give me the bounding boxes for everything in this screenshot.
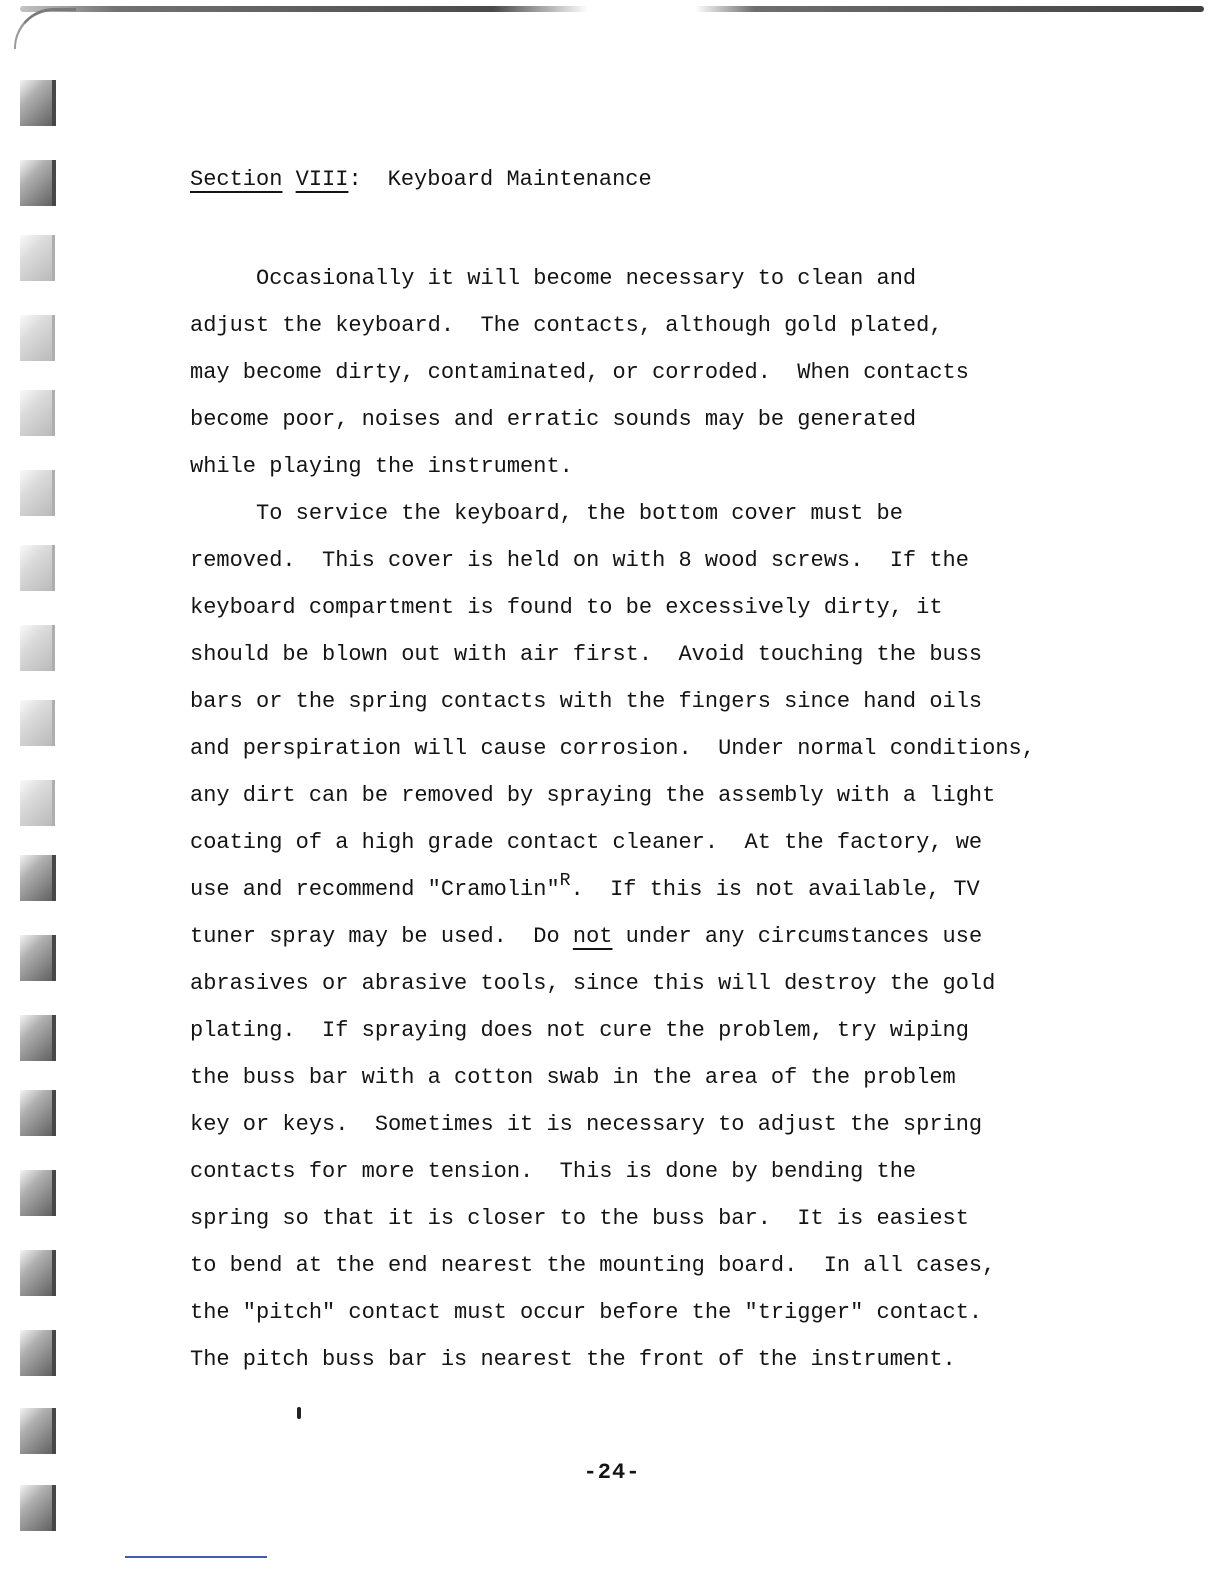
- paragraph-cleaning-intro: [190, 255, 1120, 490]
- heading-section-word: Section: [190, 167, 283, 192]
- warning-before: tuner spray may be used. Do: [190, 924, 573, 949]
- page-body: [190, 163, 1120, 1383]
- text-line: contacts for more tension. This is done by bending the: [190, 1159, 917, 1184]
- binder-hole: [20, 1330, 56, 1376]
- text-line-warning: [190, 913, 1120, 960]
- bottom-rule: [125, 1556, 267, 1558]
- text-line: adjust the keyboard. The contacts, although gold plated,: [190, 313, 943, 338]
- cramolin-after: . If this is not available, TV: [570, 877, 980, 902]
- text-line-cramolin: [190, 866, 1120, 913]
- binder-hole: [20, 625, 55, 671]
- text-line: keyboard compartment is found to be excessively dirty, it: [190, 595, 943, 620]
- text-line: To service the keyboard, the bottom cover must be: [190, 501, 903, 526]
- warning-after: under any circumstances use: [612, 924, 983, 949]
- text-line: may become dirty, contaminated, or corroded. When contacts: [190, 360, 969, 385]
- binder-hole: [20, 1408, 56, 1454]
- text-line: any dirt can be removed by spraying the assembly with a light: [190, 783, 996, 808]
- text-line: coating of a high grade contact cleaner. At the factory, we: [190, 830, 983, 855]
- text-line: to bend at the end nearest the mounting board. In all cases,: [190, 1253, 996, 1278]
- scan-top-edge: [20, 6, 1204, 12]
- binder-hole: [20, 1090, 56, 1136]
- text-line: become poor, noises and erratic sounds may be generated: [190, 407, 917, 432]
- text-line: bars or the spring contacts with the fingers since hand oils: [190, 689, 983, 714]
- paragraph-service-procedure: [190, 490, 1120, 1383]
- binder-hole: [20, 160, 56, 206]
- text-line: while playing the instrument.: [190, 454, 573, 479]
- text-line: plating. If spraying does not cure the problem, try wiping: [190, 1018, 969, 1043]
- text-line: The pitch buss bar is nearest the front of the instrument.: [190, 1347, 956, 1372]
- binder-hole: [20, 470, 55, 516]
- binder-hole: [20, 315, 55, 361]
- binder-hole: [20, 700, 55, 746]
- binder-hole: [20, 780, 55, 826]
- binder-edge: [0, 40, 70, 1540]
- text-line: the "pitch" contact must occur before the "trigger" contact.: [190, 1300, 983, 1325]
- section-heading: [190, 163, 1120, 197]
- heading-title: Keyboard Maintenance: [387, 167, 652, 192]
- text-line: and perspiration will cause corrosion. Under normal conditions,: [190, 736, 1035, 761]
- binder-hole: [20, 935, 56, 981]
- binder-hole: [20, 390, 55, 436]
- binder-hole: [20, 235, 55, 281]
- underlined-not: not: [572, 924, 613, 949]
- registered-superscript: R: [559, 870, 571, 891]
- text-line: removed. This cover is held on with 8 wood screws. If the: [190, 548, 969, 573]
- binder-hole: [20, 1485, 56, 1531]
- page-number: -24-: [583, 1460, 641, 1485]
- binder-hole: [20, 545, 55, 591]
- binder-hole: [20, 1250, 56, 1296]
- stray-ink-mark: [297, 1407, 301, 1419]
- cramolin-before: use and recommend "Cramolin": [190, 877, 560, 902]
- binder-hole: [20, 1170, 56, 1216]
- binder-hole: [20, 855, 56, 901]
- text-line: key or keys. Sometimes it is necessary to adjust the spring: [190, 1112, 983, 1137]
- binder-hole: [20, 80, 56, 126]
- heading-numeral: VIII: [295, 167, 349, 192]
- text-line: should be blown out with air first. Avoid touching the buss: [190, 642, 983, 667]
- binder-hole: [20, 1015, 56, 1061]
- text-line: abrasives or abrasive tools, since this will destroy the gold: [190, 971, 996, 996]
- text-line: Occasionally it will become necessary to clean and: [190, 266, 917, 291]
- heading-colon: :: [348, 167, 362, 192]
- text-line: the buss bar with a cotton swab in the area of the problem: [190, 1065, 956, 1090]
- text-line: spring so that it is closer to the buss bar. It is easiest: [190, 1206, 969, 1231]
